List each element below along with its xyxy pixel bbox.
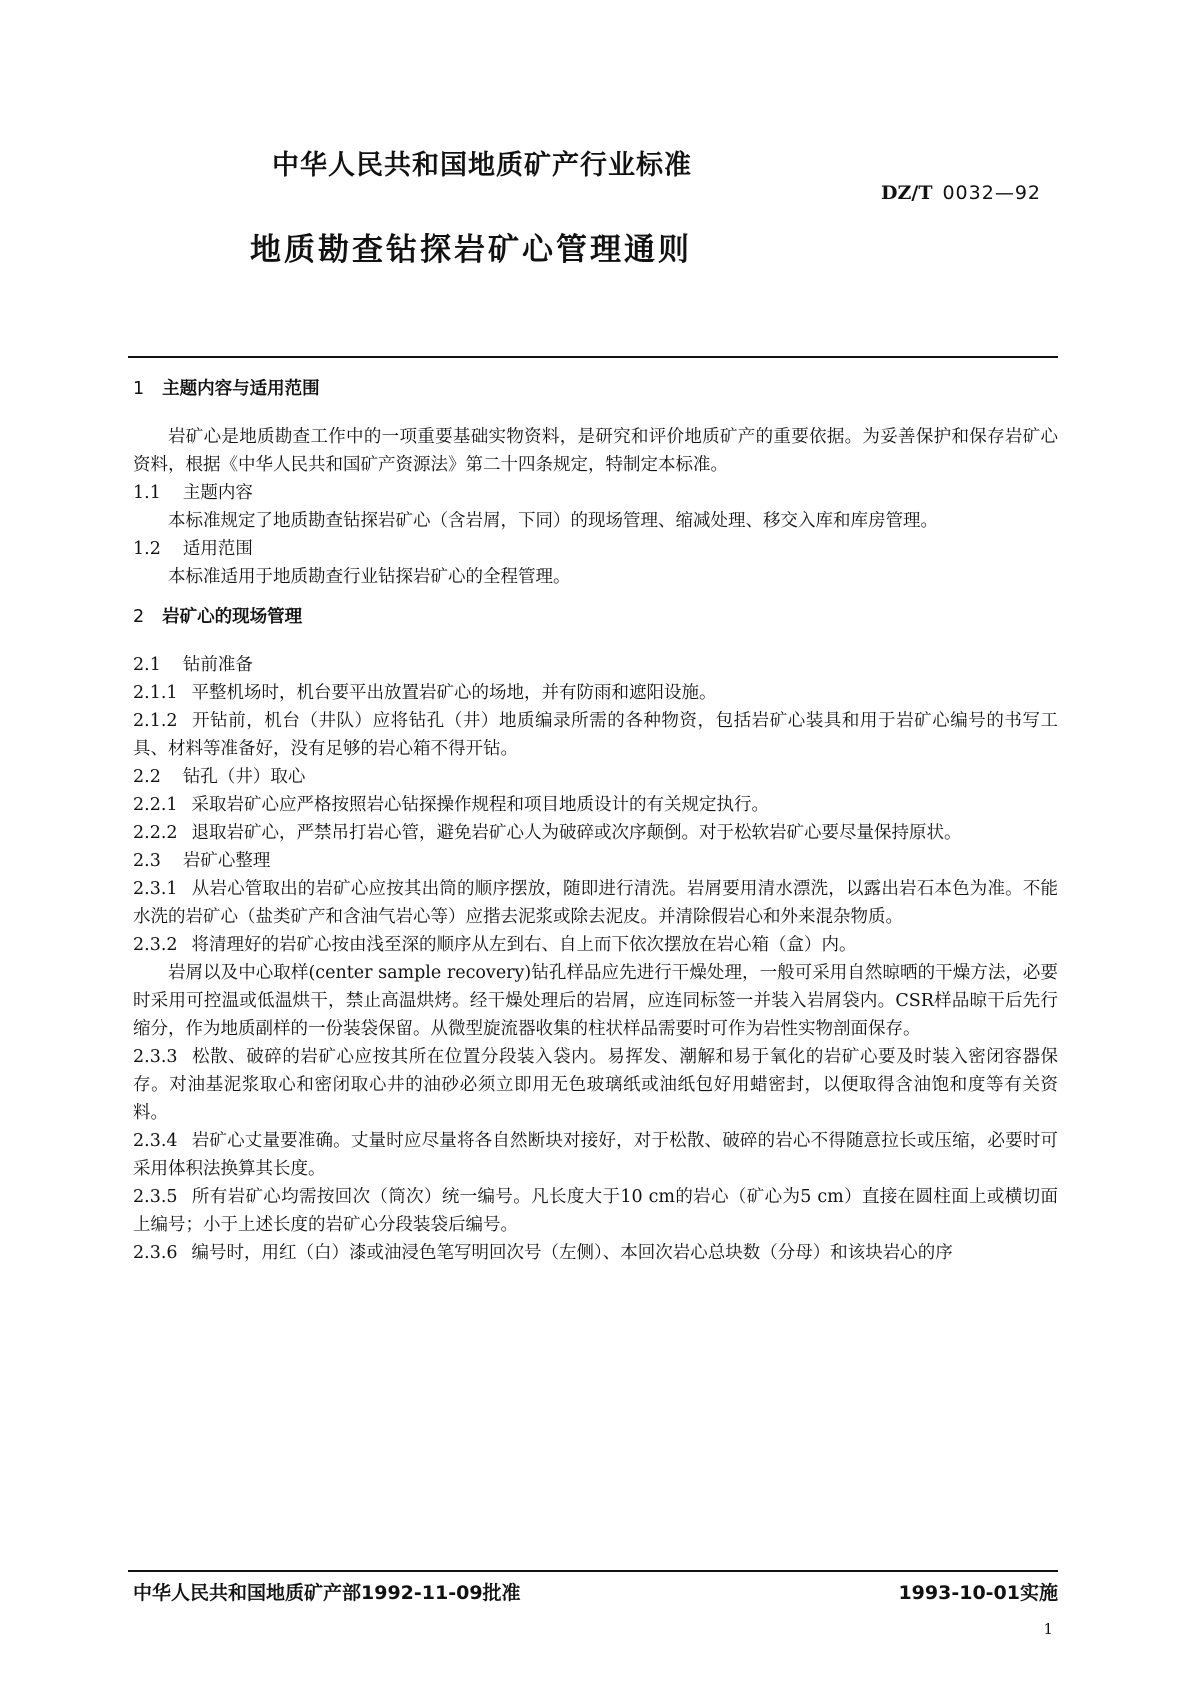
header-divider (128, 356, 1058, 358)
clause-2-3-4: 2.3.4 岩矿心丈量要准确。丈量时应尽量将各自然断块对接好，对于松散、破碎的岩心不得随意拉长或压缩，必要时可采用体积法换算其长度。 (133, 1131, 1058, 1179)
clause-2-2-heading: 2.2 钻孔（井）取心 (133, 767, 306, 787)
approval-statement: 中华人民共和国地质矿产部1992-11-09批准 (133, 1582, 521, 1604)
clause-2-3-1: 2.3.1 从岩心管取出的岩矿心应按其出筒的顺序摆放，随即进行清洗。岩屑要用清水漂洗，以露出岩石本色为准。不能水洗的岩矿心（盐类矿产和含油气岩心等）应揩去泥浆或除去泥皮。并清除假岩心和外来混杂物质。 (133, 879, 1058, 927)
clause-2-1-1: 2.1.1 平整机场时，机台要平出放置岩矿心的场地，并有防雨和遮阳设施。 (133, 683, 717, 703)
clause-1-1-text: 本标准规定了地质勘查钻探岩矿心（含岩屑，下同）的现场管理、缩减处理、移交入库和库房管理。 (168, 511, 938, 531)
section-1-intro: 岩矿心是地质勘查工作中的一项重要基础实物资料，是研究和评价地质矿产的重要依据。为妥善保护和保存岩矿心资料，根据《中华人民共和国矿产资源法》第二十四条规定，特制定本标准。 (133, 427, 1058, 475)
clause-1-2-heading: 1.2 适用范围 (133, 539, 253, 559)
standard-code: DZ/T (881, 182, 933, 204)
clause-2-3-5: 2.3.5 所有岩矿心均需按回次（筒次）统一编号。凡长度大于10 cm的岩心（矿心为5 cm）直接在圆柱面上或横切面上编号；小于上述长度的岩矿心分段装袋后编号。 (133, 1187, 1058, 1235)
clause-2-1-heading: 2.1 钻前准备 (133, 655, 253, 675)
section-2-heading: 2 岩矿心的现场管理 (133, 607, 303, 627)
standard-number-value: 0032—92 (942, 182, 1041, 204)
clause-2-2-1: 2.2.1 采取岩矿心应严格按照岩心钻探操作规程和项目地质设计的有关规定执行。 (133, 795, 770, 815)
industry-standard-title: 中华人民共和国地质矿产行业标准 (272, 150, 692, 181)
clause-2-3-2: 2.3.2 将清理好的岩矿心按由浅至深的顺序从左到右、自上而下依次摆放在岩心箱（盒）内。 (133, 935, 857, 955)
clause-2-3-3: 2.3.3 松散、破碎的岩矿心应按其所在位置分段装入袋内。易挥发、潮解和易于氧化的岩矿心要及时装入密闭容器保存。对油基泥浆取心和密闭取心井的油砂必须立即用无色玻璃纸或油纸包好用蜡密封，以便取得含油饱和度等有关资料。 (133, 1047, 1058, 1123)
standard-number (881, 182, 1041, 204)
document-body (133, 375, 1058, 1267)
document-title: 地质勘查钻探岩矿心管理通则 (250, 232, 692, 268)
clause-2-2-2: 2.2.2 退取岩矿心，严禁吊打岩心管，避免岩矿心人为破碎或次序颠倒。对于松软岩矿心要尽量保持原状。 (133, 823, 962, 843)
clause-2-3-heading: 2.3 岩矿心整理 (133, 851, 271, 871)
implementation-date: 1993-10-01实施 (898, 1582, 1058, 1604)
footer-divider (128, 1570, 1058, 1572)
page-number: 1 (1043, 1620, 1053, 1638)
clause-1-1-heading: 1.1 主题内容 (133, 483, 253, 503)
clause-2-3-6: 2.3.6 编号时，用红（白）漆或油浸色笔写明回次号（左侧）、本回次岩心总块数（分母）和该块岩心的序 (133, 1243, 953, 1263)
section-1-heading: 1 主题内容与适用范围 (133, 379, 320, 399)
clause-2-1-2: 2.1.2 开钻前，机台（井队）应将钻孔（井）地质编录所需的各种物资，包括岩矿心装具和用于岩矿心编号的书写工具、材料等准备好，没有足够的岩心箱不得开钻。 (133, 711, 1058, 759)
clause-2-3-2-paragraph-2: 岩屑以及中心取样(center sample recovery)钻孔样品应先进行干燥处理，一般可采用自然晾晒的干燥方法，必要时采用可控温或低温烘干，禁止高温烘烤。经干燥处理后的岩屑，应连同标签一并装入岩屑袋内。CSR样品晾干后先行缩分，作为地质副样的一份装袋保留。从微型旋流器收集的柱状样品需要时可作为岩性实物剖面保存。 (133, 963, 1058, 1039)
clause-1-2-text: 本标准适用于地质勘查行业钻探岩矿心的全程管理。 (168, 567, 571, 587)
